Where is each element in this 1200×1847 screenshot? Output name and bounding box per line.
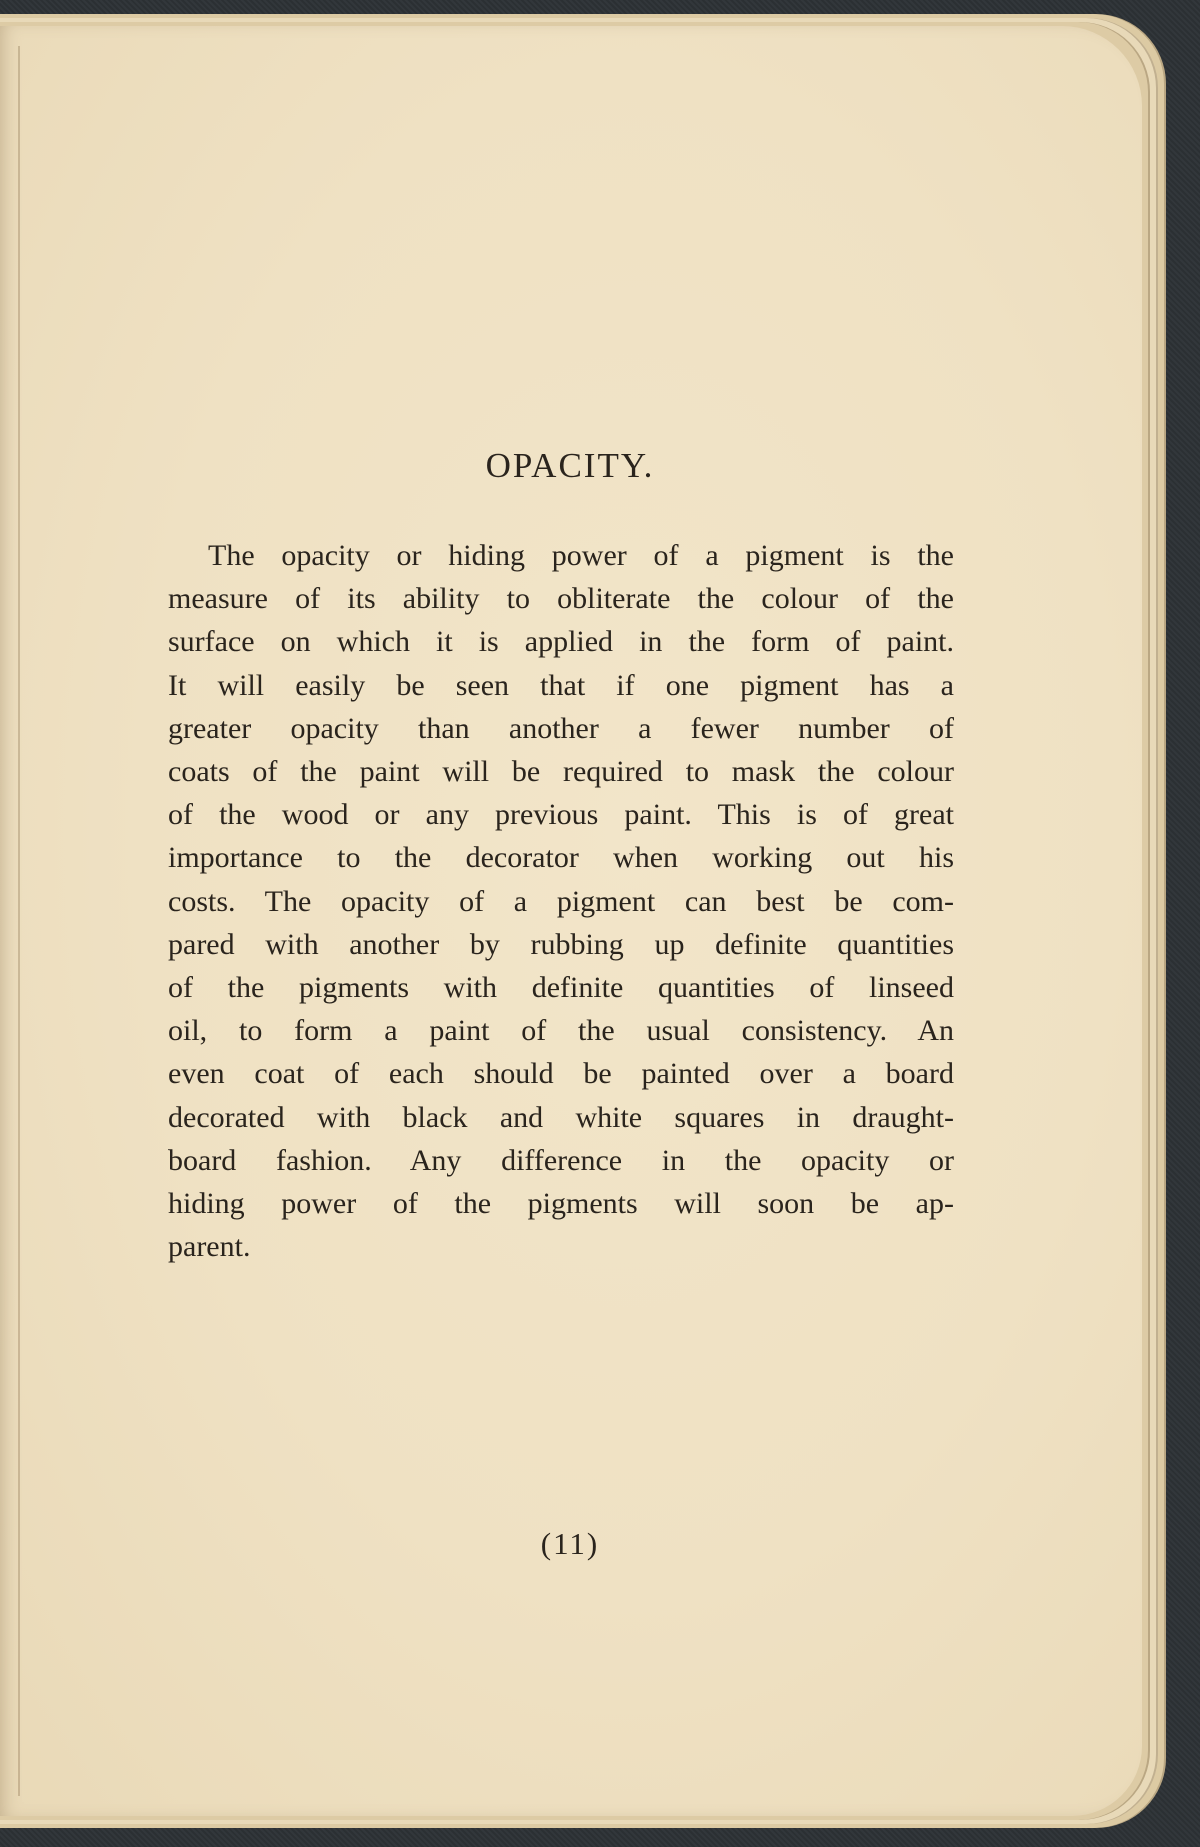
- text-line: even coat of each should be painted over a board: [168, 1057, 954, 1091]
- body-paragraph: [168, 534, 954, 1268]
- text-line: coats of the paint will be required to mask the colour: [168, 755, 954, 789]
- text-line: surface on which it is applied in the form of paint.: [168, 625, 954, 659]
- text-line: of the pigments with definite quantities of linseed: [168, 971, 954, 1005]
- page-number: (11): [540, 1526, 600, 1561]
- text-line: greater opacity than another a fewer number of: [168, 711, 954, 745]
- text-line: importance to the decorator when working out his: [168, 841, 954, 875]
- text-line: It will easily be seen that if one pigment has a: [168, 668, 954, 702]
- text-line: measure of its ability to obliterate the colour of the: [168, 582, 954, 616]
- text-line: of the wood or any previous paint. This is of great: [168, 798, 954, 832]
- text-line: board fashion. Any difference in the opacity or: [168, 1143, 954, 1177]
- text-line: parent.: [168, 1230, 251, 1264]
- text-line: decorated with black and white squares in draught-: [168, 1100, 954, 1134]
- text-line: hiding power of the pigments will soon be ap-: [168, 1187, 954, 1221]
- page-heading: OPACITY.: [485, 446, 655, 485]
- book-page: [0, 26, 1142, 1816]
- text-line: oil, to form a paint of the usual consistency. An: [168, 1014, 954, 1048]
- text-line: costs. The opacity of a pigment can best be com-: [168, 884, 954, 918]
- text-line: The opacity or hiding power of a pigment is the: [208, 539, 954, 572]
- text-line: pared with another by rubbing up definite quantities: [168, 927, 954, 961]
